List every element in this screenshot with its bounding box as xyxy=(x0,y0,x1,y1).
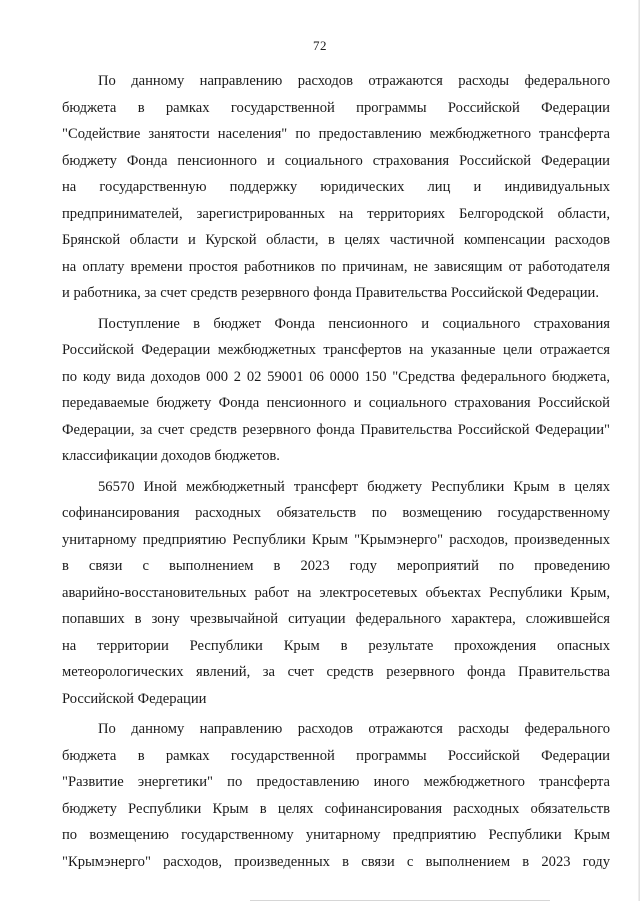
text-line: попавших в зону чрезвычайной ситуации федерального характера, сложившейся xyxy=(62,611,610,627)
text-line: Брянской области и Курской области, в целях частичной компенсации расходов xyxy=(62,232,610,248)
text-line: в связи с выполнением в 2023 году мероприятий по проведению xyxy=(62,558,610,574)
text-line: Российской Федерации xyxy=(62,690,207,707)
text-line: Поступление в бюджет Фонда пенсионного и социального страхования xyxy=(98,315,610,332)
text-line: "Крымэнерго" расходов, произведенных в связи с выполнением в 2023 году xyxy=(62,853,610,870)
text-line: на государственную поддержку юридических лиц и индивидуальных xyxy=(62,179,610,195)
text-line: аварийно-восстановительных работ на электросетевых объектах Республики Крым, xyxy=(62,584,610,601)
text-line: "Развитие энергетики" по предоставлению иного межбюджетного трансферта xyxy=(62,774,610,790)
page-number: 72 xyxy=(313,38,327,53)
text-line: По данному направлению расходов отражаются расходы федерального xyxy=(98,721,610,737)
text-line: метеорологических явлений, за счет средств резервного фонда Правительства xyxy=(62,664,610,680)
text-line: по коду вида доходов 000 2 02 59001 06 0000 150 "Средства федерального бюджета, xyxy=(62,368,610,385)
paragraph-3 xyxy=(62,474,610,713)
text-line: бюджета в рамках государственной программы Российской Федерации xyxy=(62,747,610,764)
text-line: софинансирования расходных обязательств по возмещению государственному xyxy=(62,505,610,521)
text-line: бюджету Республики Крым в целях софинансирования расходных обязательств xyxy=(62,800,610,817)
text-line: и работника, за счет средств резервного фонда Правительства Российской Федерации. xyxy=(62,285,599,301)
text-line: Российской Федерации межбюджетных трансфертов на указанные цели отражается xyxy=(62,342,610,358)
text-line: на оплату времени простоя работников по причинам, не зависящим от работодателя xyxy=(62,258,610,275)
paragraph-2 xyxy=(62,311,610,470)
body-text xyxy=(62,68,610,875)
text-line: по возмещению государственному унитарному предприятию Республики Крым xyxy=(62,827,610,843)
text-line: классификации доходов бюджетов. xyxy=(62,448,280,464)
text-line: 56570 Иной межбюджетный трансферт бюджету Республики Крым в целях xyxy=(98,478,610,495)
paragraph-1 xyxy=(62,68,610,307)
text-line: передаваемые бюджету Фонда пенсионного и социального страхования Российской xyxy=(62,395,610,411)
text-line: унитарному предприятию Республики Крым "Крымэнерго" расходов, произведенных xyxy=(62,531,610,548)
text-line: "Содействие занятости населения" по предоставлению межбюджетного трансферта xyxy=(62,126,610,142)
text-line: Федерации, за счет средств резервного фонда Правительства Российской Федерации" xyxy=(62,421,610,438)
text-line: на территории Республики Крым в результате прохождения опасных xyxy=(62,637,610,654)
text-line: бюджета в рамках государственной программы Российской Федерации xyxy=(62,99,610,116)
text-line: предпринимателей, зарегистрированных на территориях Белгородской области, xyxy=(62,205,610,222)
text-line: По данному направлению расходов отражаются расходы федерального xyxy=(98,73,610,89)
text-line: бюджету Фонда пенсионного и социального страхования Российской Федерации xyxy=(62,152,610,169)
paragraph-4 xyxy=(62,716,610,875)
